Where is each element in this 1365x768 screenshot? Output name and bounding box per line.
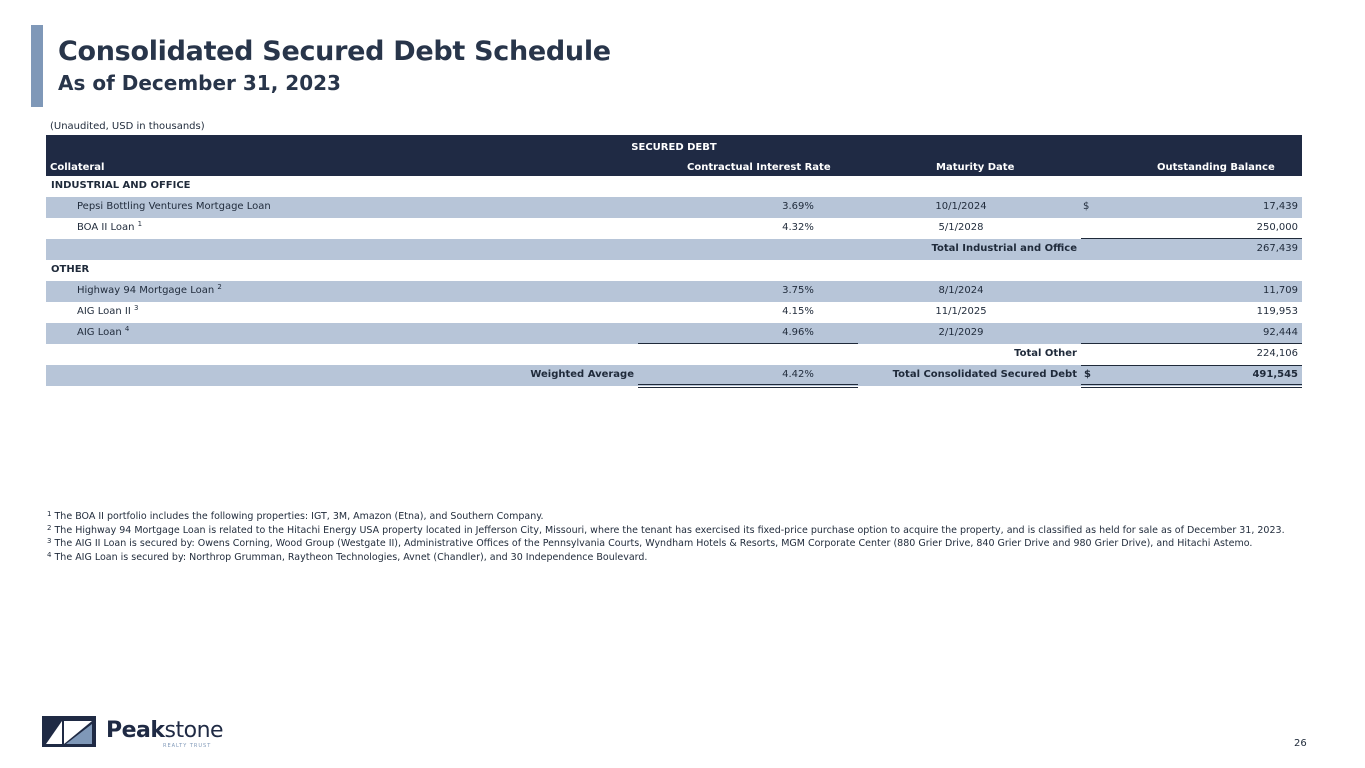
total-label: Total Other (1014, 348, 1077, 359)
footnote: $^4$ The AIG Loan is secured by: Northrop Grumman, Raytheon Technologies, Avnet (Chandler), and 30 Independence Boulevard. (47, 550, 648, 563)
group-name: INDUSTRIAL AND OFFICE (51, 180, 191, 191)
col-outstanding-balance: Outstanding Balance (1157, 162, 1275, 173)
secured-debt-table (46, 135, 1302, 386)
page-subtitle: As of December 31, 2023 (58, 71, 341, 95)
table-row (46, 218, 1302, 239)
total-top-rule (1081, 365, 1302, 366)
footnote-ref: 3 (133, 304, 139, 312)
footnote: $^1$ The BOA II portfolio includes the following properties: IGT, 3M, Amazon (Etna), and Southern Company. (47, 510, 544, 522)
footnotes (47, 510, 1285, 564)
currency-symbol: $ (1083, 201, 1090, 212)
table-header (46, 135, 1302, 176)
maturity-date: 8/1/2024 (938, 285, 984, 296)
rate-double-rule (638, 384, 858, 388)
footnote-ref: 1 (137, 220, 143, 228)
group-header-industrial (46, 176, 1302, 197)
total-row-industrial (46, 239, 1302, 260)
total-label: Total Industrial and Office (931, 243, 1077, 254)
maturity-date: 5/1/2028 (938, 222, 984, 233)
col-interest-rate: Contractual Interest Rate (687, 162, 831, 173)
total-double-rule (1081, 384, 1302, 388)
grand-total-value: 491,545 (1252, 369, 1298, 380)
interest-rate: 3.69% (782, 201, 814, 212)
weighted-average-rate: 4.42% (782, 369, 814, 380)
maturity-date: 2/1/2029 (938, 327, 984, 338)
balance: 119,953 (1256, 306, 1298, 317)
page-title: Consolidated Secured Debt Schedule (58, 36, 611, 67)
table-row (46, 323, 1302, 344)
interest-rate: 4.96% (782, 327, 814, 338)
footnote-ref: 4 (124, 325, 130, 333)
group-header-other (46, 260, 1302, 281)
title-accent-bar (31, 25, 43, 107)
peakstone-logo-icon (42, 716, 96, 747)
footnote-ref: 2 (217, 283, 222, 291)
interest-rate: 3.75% (782, 285, 814, 296)
footnote: $^3$ The AIG II Loan is secured by: Owens Corning, Wood Group (Westgate II), Administrative Offices of the Pennsylvania Courts, Wyndham Hotels & Resorts, MGM Corporate Center (880 Grier Drive, 840 Grier Drive and 980 Grier Drive), and Hitachi Astemo. (47, 537, 1253, 549)
brand-tagline: REALTY TRUST (163, 743, 212, 749)
balance: 11,709 (1263, 285, 1298, 296)
brand-name: Peakstone (106, 718, 224, 743)
table-row (46, 197, 1302, 218)
table-row (46, 302, 1302, 323)
total-row-other (46, 344, 1302, 365)
currency-symbol: $ (1084, 369, 1091, 380)
balance: 17,439 (1263, 201, 1298, 212)
loan-name: Highway 94 Mortgage Loan $^2$ (77, 283, 222, 296)
weighted-average-label: Weighted Average (530, 369, 634, 380)
grand-total-label: Total Consolidated Secured Debt (892, 369, 1077, 380)
page-number: 26 (1294, 738, 1307, 749)
loan-name: AIG Loan $^4$ (77, 325, 130, 338)
col-collateral: Collateral (50, 162, 105, 173)
footnote: $^2$ The Highway 94 Mortgage Loan is related to the Hitachi Energy USA property located in Jefferson City, Missouri, where the tenant has exercised its fixed-price purchase option to acquire the property, and is classified as held for sale as of December 31, 2023. (47, 523, 1285, 536)
total-value: 224,106 (1256, 348, 1298, 359)
maturity-date: 11/1/2025 (935, 306, 987, 317)
balance: 250,000 (1256, 222, 1298, 233)
unaudited-note: (Unaudited, USD in thousands) (50, 121, 205, 132)
interest-rate: 4.32% (782, 222, 814, 233)
interest-rate: 4.15% (782, 306, 814, 317)
maturity-date: 10/1/2024 (935, 201, 987, 212)
loan-name: BOA II Loan $^1$ (77, 220, 143, 233)
total-value: 267,439 (1256, 243, 1298, 254)
loan-name: Pepsi Bottling Ventures Mortgage Loan (77, 201, 271, 212)
section-title: SECURED DEBT (631, 142, 717, 153)
col-maturity-date: Maturity Date (936, 162, 1015, 173)
group-name: OTHER (51, 264, 90, 275)
loan-name: AIG Loan II $^3$ (77, 304, 139, 317)
summary-row (46, 365, 1302, 386)
table-row (46, 281, 1302, 302)
balance: 92,444 (1263, 327, 1298, 338)
